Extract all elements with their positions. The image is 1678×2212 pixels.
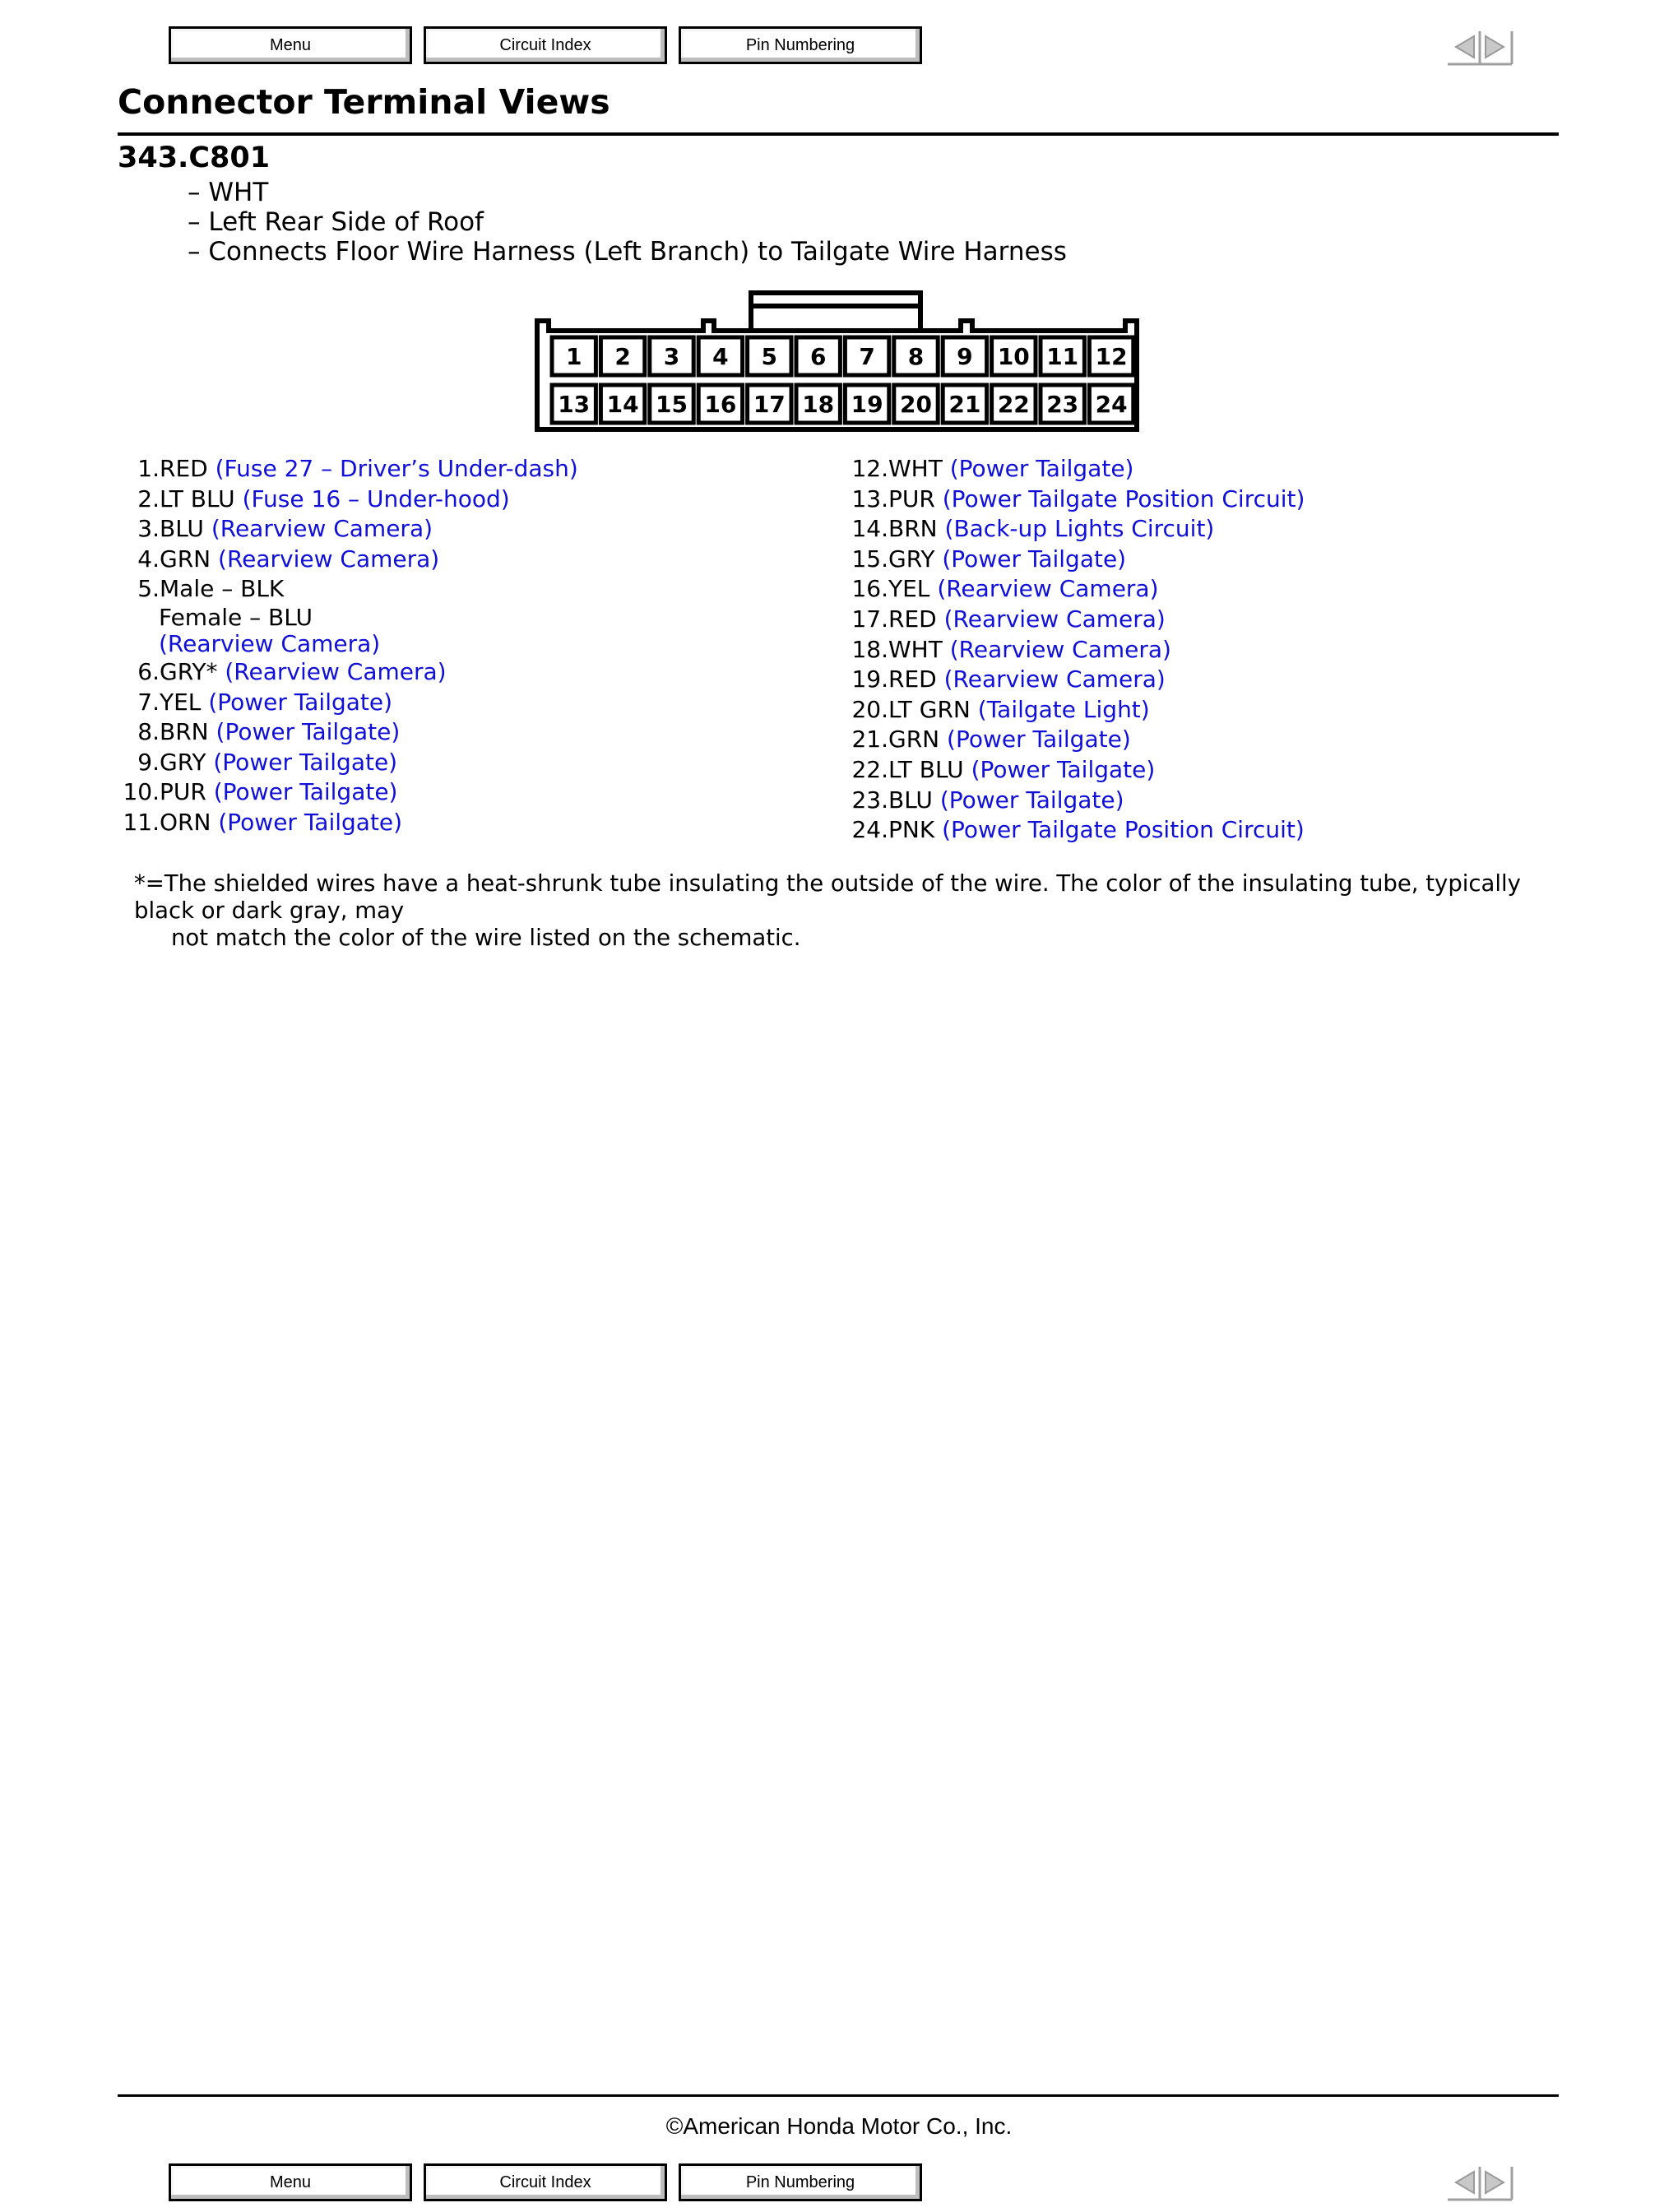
pin-number: 8. [137, 718, 160, 746]
pin-number: 16. [851, 575, 888, 603]
pin-label: 9 [957, 343, 973, 370]
pin-circuit-link[interactable]: (Rearview Camera) [159, 629, 381, 657]
pin-wire-color: BLU [888, 786, 933, 814]
pin-entry [847, 695, 1588, 726]
pin-wire-color: GRN [888, 726, 940, 754]
pin-entry [847, 605, 1588, 635]
pin-number: 23. [851, 786, 888, 814]
pin-number: 3. [137, 515, 160, 543]
pin-label: 19 [851, 391, 883, 418]
pin-circuit-link[interactable]: (Rearview Camera) [218, 545, 440, 573]
page-arrows-top [1444, 28, 1515, 67]
pin-entry [121, 485, 828, 515]
pin-number: 1. [137, 455, 160, 482]
pin-label: 24 [1095, 391, 1128, 418]
pin-wire-color: RED [160, 455, 208, 482]
pin-circuit-link[interactable]: (Rearview Camera) [211, 515, 433, 543]
menu-button[interactable]: Menu [169, 26, 412, 64]
pin-wire-color: GRY* [160, 657, 218, 685]
pin-entry [121, 545, 828, 575]
next-page-arrow-icon[interactable] [1480, 2163, 1515, 2203]
pin-circuit-link[interactable]: (Fuse 16 – Under-hood) [242, 485, 510, 512]
copyright: ©American Honda Motor Co., Inc. [665, 2113, 1013, 2139]
pin-circuit-link[interactable]: (Back-up Lights Circuit) [944, 515, 1215, 543]
pin-entry [847, 454, 1588, 485]
connector-id: 343.C801 [118, 141, 271, 174]
pin-label: 10 [997, 343, 1030, 370]
footer-divider [118, 2094, 1559, 2097]
pin-number: 22. [851, 755, 888, 783]
pin-label: 11 [1046, 343, 1079, 370]
pin-number: 12. [851, 455, 888, 482]
pin-label: 17 [753, 391, 786, 418]
pin-wire-color: BRN [888, 515, 938, 543]
pin-entry [121, 748, 828, 778]
pin-entry [121, 777, 828, 808]
pin-numbering-button[interactable]: Pin Numbering [679, 26, 922, 64]
pin-number: 6. [137, 657, 160, 685]
pin-number: 4. [137, 545, 160, 573]
page-title: Connector Terminal Views [118, 82, 610, 122]
pin-wire-color: PUR [160, 778, 206, 806]
pin-wire-color: RED [888, 665, 937, 693]
pin-number: 15. [851, 545, 888, 573]
pin-wire-color: LT BLU [888, 755, 964, 783]
pin-entry [847, 545, 1588, 575]
pin-number: 21. [851, 726, 888, 754]
pin-wire-color: LT BLU [160, 485, 235, 512]
pin-circuit-link[interactable]: (Tailgate Light) [977, 695, 1150, 723]
pin-circuit-link[interactable]: (Rearview Camera) [225, 657, 447, 685]
pin-circuit-link[interactable]: (Power Tailgate) [213, 748, 398, 776]
pin-wire-color: GRN [160, 545, 211, 573]
pin-wire-color: WHT [888, 635, 943, 663]
pin-entry [121, 574, 828, 605]
page-arrows-bottom [1444, 2163, 1515, 2203]
pin-circuit-link[interactable]: (Power Tailgate) [971, 755, 1156, 783]
pin-wire-color: GRY [888, 545, 935, 573]
pin-entry [847, 514, 1588, 545]
pin-entry [121, 605, 828, 631]
pin-number: 18. [851, 635, 888, 663]
pin-circuit-link[interactable]: (Rearview Camera) [943, 605, 1166, 633]
connector-color: – WHT [188, 178, 269, 207]
pin-circuit-link[interactable]: (Power Tailgate) [208, 688, 393, 716]
pin-circuit-link[interactable]: (Power Tailgate Position Circuit) [942, 816, 1305, 844]
pin-label: 22 [997, 391, 1030, 418]
pin-entry [121, 631, 828, 657]
pin-number: 13. [851, 485, 888, 512]
pin-number: 10. [123, 778, 160, 806]
pin-number: 7. [137, 688, 160, 716]
connector-location: – Left Rear Side of Roof [188, 207, 484, 237]
pin-circuit-link[interactable]: (Power Tailgate) [218, 808, 403, 836]
pin-wire-color: Female – BLU [159, 603, 313, 631]
pin-label: 2 [614, 343, 631, 370]
pin-wire-color: RED [888, 605, 937, 633]
pin-circuit-link[interactable]: (Rearview Camera) [937, 575, 1159, 603]
pin-wire-color: WHT [888, 455, 943, 482]
pin-label: 12 [1095, 343, 1128, 370]
connector-latch [751, 293, 920, 331]
pin-circuit-link[interactable]: (Power Tailgate) [213, 778, 398, 806]
pin-entry [121, 717, 828, 748]
circuit-index-button-bottom[interactable]: Circuit Index [424, 2163, 667, 2201]
pin-number: 11. [123, 808, 160, 836]
menu-button-bottom[interactable]: Menu [169, 2163, 412, 2201]
pin-label: 6 [809, 343, 827, 370]
prev-page-arrow-icon[interactable] [1444, 2163, 1480, 2203]
pin-label: 5 [761, 343, 778, 370]
pin-wire-color: LT GRN [888, 695, 971, 723]
pin-wire-color: Male – BLK [160, 575, 285, 603]
connector-details [188, 178, 1067, 267]
title-divider [118, 132, 1559, 136]
pin-wire-color: ORN [160, 808, 211, 836]
pin-label: 15 [656, 391, 688, 418]
pin-entry [847, 574, 1588, 605]
connector-harness: – Connects Floor Wire Harness (Left Branch) to Tailgate Wire Harness [188, 237, 1067, 267]
footnote-line-2: not match the color of the wire listed on the schematic. [171, 925, 801, 951]
pin-label: 1 [565, 343, 582, 370]
pin-label: 4 [712, 343, 729, 370]
pin-entry [121, 657, 828, 688]
pin-list-right [847, 454, 1588, 846]
pin-label: 23 [1046, 391, 1079, 418]
pin-number: 2. [137, 485, 160, 512]
footnote-line-1: *=The shielded wires have a heat-shrunk tube insulating the outside of the wire. The color of the insulating tube, typically black or dark gray, may [134, 870, 1521, 924]
pin-wire-color: GRY [160, 748, 206, 776]
pin-circuit-link[interactable]: (Power Tailgate) [942, 545, 1127, 573]
pin-entry [847, 786, 1588, 816]
pin-circuit-link[interactable]: (Power Tailgate) [947, 726, 1131, 754]
pin-list-left [121, 454, 828, 838]
pin-entry [121, 808, 828, 838]
pin-number: 14. [851, 515, 888, 543]
pin-entry [847, 665, 1588, 695]
connector-diagram [535, 288, 1143, 436]
pin-label: 7 [859, 343, 875, 370]
pin-label: 16 [704, 391, 737, 418]
pin-label: 3 [663, 343, 680, 370]
pin-entry [121, 688, 828, 718]
footnote [134, 870, 1582, 952]
pin-label: 8 [907, 343, 925, 370]
prev-page-arrow-icon[interactable] [1444, 28, 1480, 67]
pin-entry [121, 454, 828, 485]
pin-entry [847, 635, 1588, 665]
pin-label: 14 [606, 391, 639, 418]
pin-entry [847, 725, 1588, 755]
pin-number: 19. [851, 665, 888, 693]
pin-entry [121, 514, 828, 545]
pin-label: 13 [558, 391, 591, 418]
pin-circuit-link[interactable]: (Power Tailgate) [216, 718, 401, 746]
pin-label: 20 [900, 391, 932, 418]
pin-number: 20. [851, 695, 888, 723]
pin-wire-color: YEL [888, 575, 930, 603]
pin-label: 18 [802, 391, 835, 418]
pin-circuit-link[interactable]: (Rearview Camera) [943, 665, 1166, 693]
pin-wire-color: BRN [160, 718, 209, 746]
pin-label: 21 [948, 391, 981, 418]
circuit-index-button[interactable]: Circuit Index [424, 26, 667, 64]
pin-circuit-link[interactable]: (Power Tailgate) [939, 786, 1124, 814]
pin-number: 24. [851, 816, 888, 844]
pin-numbering-button-bottom[interactable]: Pin Numbering [679, 2163, 922, 2201]
pin-number: 9. [137, 748, 160, 776]
pin-wire-color: BLU [160, 515, 204, 543]
pin-wire-color: PNK [888, 816, 935, 844]
pin-circuit-link[interactable]: (Rearview Camera) [949, 635, 1171, 663]
top-navigation [169, 26, 922, 64]
pin-number: 5. [137, 575, 160, 603]
pin-entry [847, 815, 1588, 846]
pin-entry [847, 755, 1588, 786]
pin-circuit-link[interactable]: (Power Tailgate Position Circuit) [942, 485, 1305, 512]
bottom-navigation [169, 2163, 922, 2201]
pin-entry [847, 485, 1588, 515]
pin-number: 17. [851, 605, 888, 633]
pin-wire-color: PUR [888, 485, 935, 512]
next-page-arrow-icon[interactable] [1480, 28, 1515, 67]
pin-circuit-link[interactable]: (Power Tailgate) [949, 455, 1134, 482]
pin-circuit-link[interactable]: (Fuse 27 – Driver’s Under-dash) [215, 455, 578, 482]
pin-wire-color: YEL [160, 688, 202, 716]
